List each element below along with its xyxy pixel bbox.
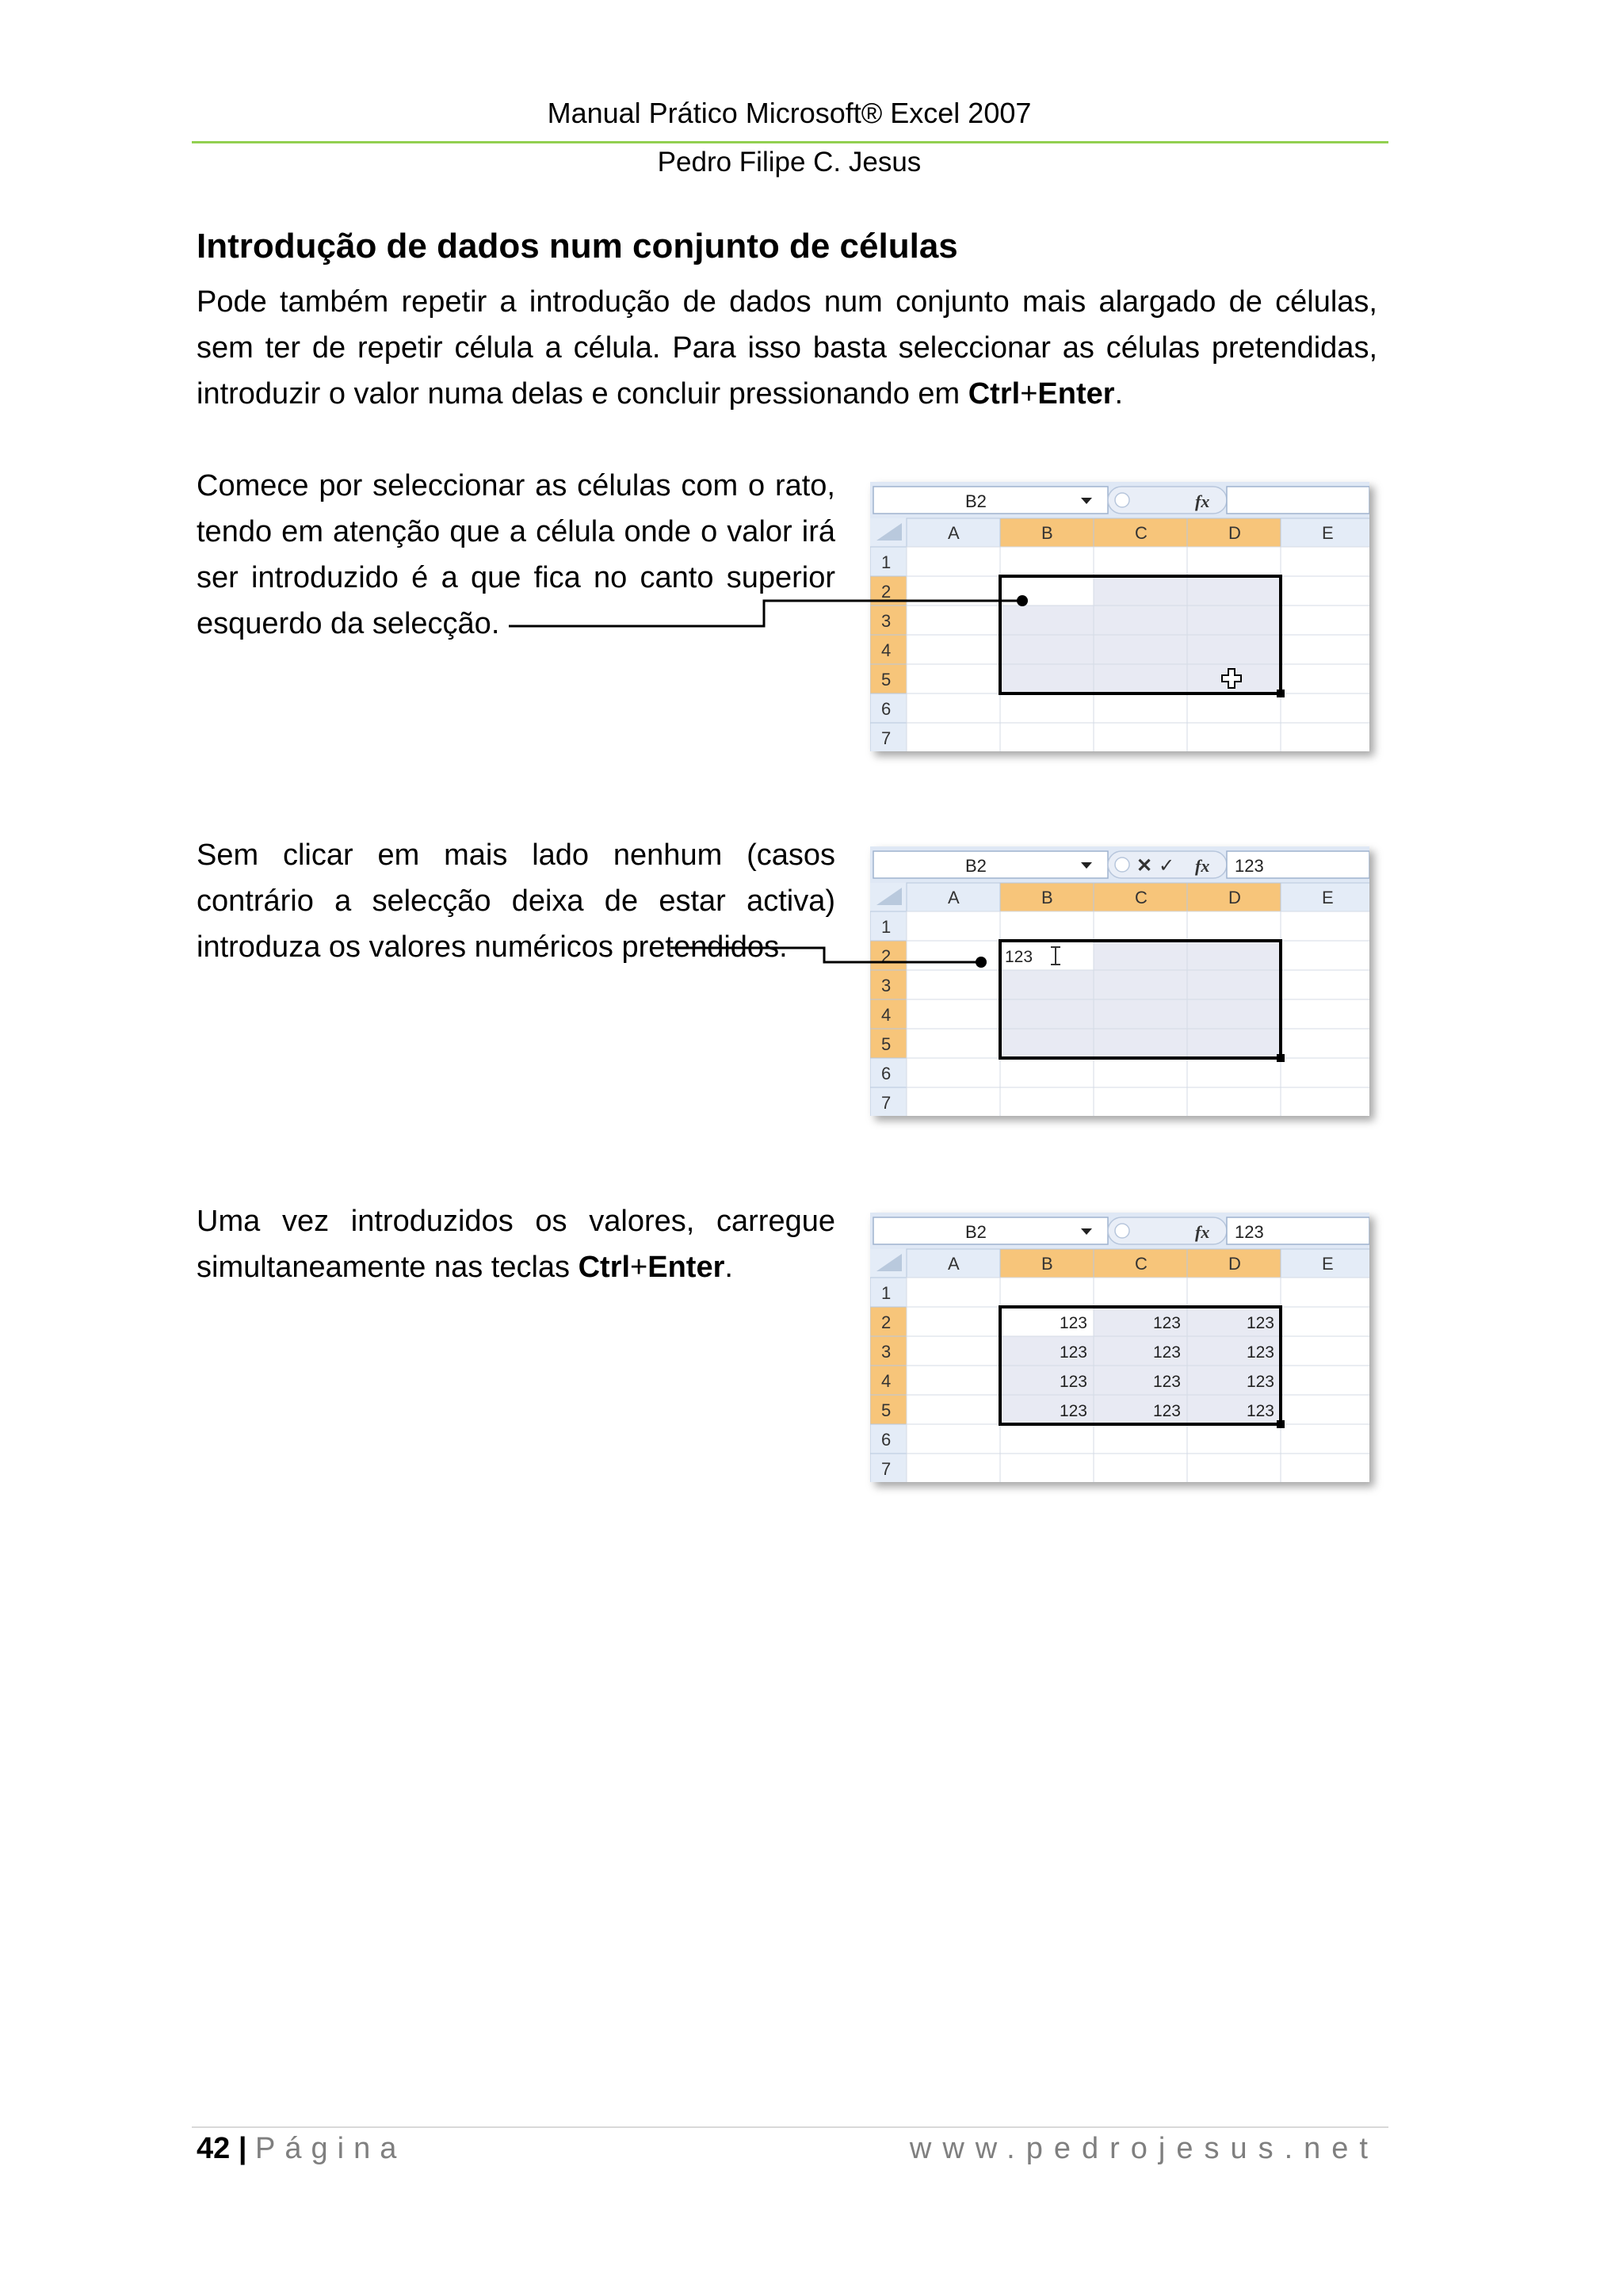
intro-plus: + [1020,377,1038,411]
document-author: Pedro Filipe C. Jesus [657,147,922,178]
column-label-a: A [948,1254,960,1274]
cell-value: 123 [1152,1343,1181,1362]
column-label-d: D [1228,1254,1241,1274]
row-label-2: 2 [881,582,892,602]
cell-value: 123 [1059,1402,1087,1420]
column-label-c: C [1135,1254,1148,1274]
intro-text: Pode também repetir a introdução de dados num conjunto mais alargado de células, sem ter de repetir célula a célula. Para isso basta seleccionar as células pretendidas, introduzir o valor numa delas e concluir pressionando em [197,285,1377,411]
row-label-7: 7 [881,1459,892,1479]
row-label-2: 2 [881,1312,892,1332]
step-3-key-enter: Enter [647,1251,725,1284]
cell-value: 123 [1246,1373,1274,1391]
row-label-3: 3 [881,976,892,995]
row-label-4: 4 [881,1371,892,1391]
cell-value: 123 [1059,1373,1087,1391]
cell-value: 123 [1246,1343,1274,1362]
row-label-7: 7 [881,1093,892,1113]
typed-value: 123 [1005,948,1033,966]
column-label-e: E [1322,1254,1334,1274]
enter-check-icon: ✓ [1159,854,1175,877]
intro-key-enter: Enter [1037,377,1115,411]
function-icon: fx [1195,491,1210,511]
footer-separator: | [238,2132,247,2165]
name-box-value: B2 [965,1222,987,1242]
cancel-icon: ✕ [1136,855,1153,877]
row-label-2: 2 [881,946,892,966]
cell-value: 123 [1152,1402,1181,1420]
formula-value: 123 [1235,856,1264,876]
row-label-5: 5 [881,1400,892,1420]
column-label-b: B [1041,1254,1053,1274]
cell-value: 123 [1152,1314,1181,1332]
formula-value: 123 [1235,1222,1264,1242]
column-label-b: B [1041,523,1053,543]
function-icon: fx [1195,1222,1210,1242]
callout-line-1 [509,595,1028,626]
column-label-e: E [1322,888,1334,907]
name-box-value: B2 [965,856,987,876]
column-label-a: A [948,888,960,907]
step-3-plus: + [630,1251,648,1284]
cell-value: 123 [1059,1343,1087,1362]
row-label-4: 4 [881,1005,892,1025]
cell-value: 123 [1246,1402,1274,1420]
intro-end: . [1114,377,1124,411]
row-label-5: 5 [881,1034,892,1054]
cell-value: 123 [1152,1373,1181,1391]
intro-key-ctrl: Ctrl [968,377,1021,411]
function-icon: fx [1195,856,1210,876]
footer-divider [192,2126,1388,2128]
row-label-1: 1 [881,1283,892,1303]
page-label: Página [255,2132,407,2165]
row-label-3: 3 [881,1342,892,1362]
column-label-e: E [1322,523,1334,543]
section-title: Introdução de dados num conjunto de células [197,227,958,266]
step-3-key-ctrl: Ctrl [578,1251,631,1284]
column-label-d: D [1228,523,1241,543]
footer-page [197,2132,406,2166]
document-title: Manual Prático Microsoft® Excel 2007 [547,97,1032,129]
step-3-end: . [724,1251,733,1284]
row-label-1: 1 [881,917,892,937]
row-label-5: 5 [881,670,892,690]
step-2-text: Sem clicar em mais lado nenhum (casos contrário a selecção deixa de estar activa) introduza os valores numéricos pretendidos. [197,839,835,964]
step-1-text: Comece por seleccionar as células com o rato, tendo em atenção que a célula onde o valor irá ser introduzido é a que fica no canto superior esquerdo da selecção. [197,469,835,640]
footer-website: www.pedrojesus.net [909,2132,1379,2165]
column-label-a: A [948,523,960,543]
cell-value: 123 [1059,1314,1087,1332]
page-number: 42 [197,2132,231,2165]
row-label-1: 1 [881,552,892,572]
step-3-body: Uma vez introduzidos os valores, carregue simultaneamente nas teclas [197,1205,835,1284]
column-label-c: C [1135,888,1148,907]
cell-value: 123 [1246,1314,1274,1332]
row-label-4: 4 [881,640,892,660]
row-label-3: 3 [881,611,892,631]
column-label-b: B [1041,888,1053,907]
row-label-7: 7 [881,728,892,748]
row-label-6: 6 [881,699,892,719]
column-label-d: D [1228,888,1241,907]
callout-line-2 [670,948,987,968]
row-label-6: 6 [881,1430,892,1450]
name-box-value: B2 [965,491,987,511]
row-label-6: 6 [881,1064,892,1083]
column-label-c: C [1135,523,1148,543]
